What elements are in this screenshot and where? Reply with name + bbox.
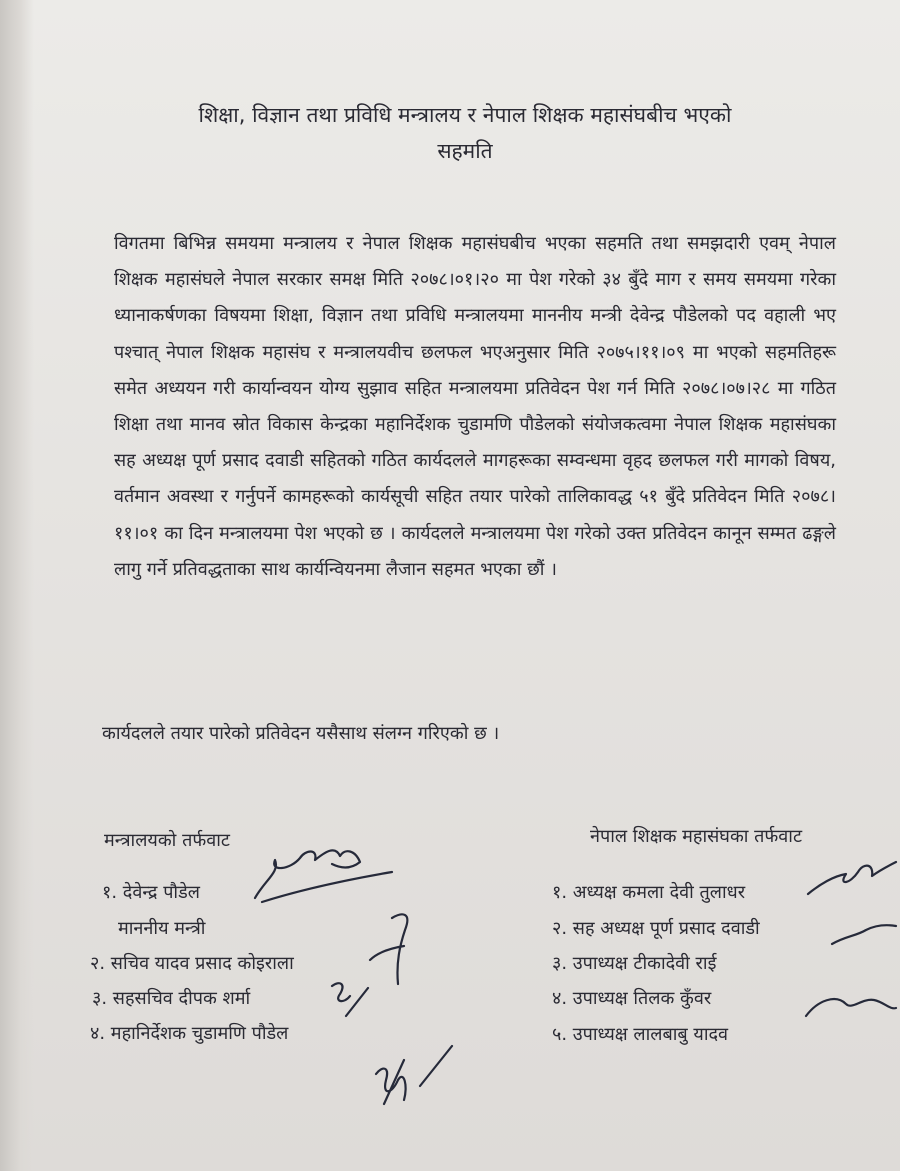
ministry-signatory-4: ४. महानिर्देशक चुडामणि पौडेल bbox=[90, 1023, 289, 1044]
federation-signatory-5: ५. उपाध्यक्ष लालबाबु यादव bbox=[552, 1024, 729, 1045]
attachment-note: कार्यदलले तयार पारेको प्रतिवेदन यसैसाथ संलग्न गरिएको छ । bbox=[102, 723, 500, 744]
ministry-side-heading: मन्त्रालयको तर्फवाट bbox=[104, 830, 230, 851]
ministry-signatory-2: २. सचिव यादव प्रसाद कोइराला bbox=[90, 953, 294, 974]
signature-president bbox=[808, 862, 896, 894]
ministry-signatory-3: ३. सहसचिव दीपक शर्मा bbox=[92, 988, 251, 1009]
document-title-line-2: सहमति bbox=[437, 139, 493, 163]
signature-vice-president-tilak bbox=[806, 999, 896, 1016]
ministry-signatory-1-title: माननीय मन्त्री bbox=[118, 918, 206, 939]
signature-vice-president bbox=[832, 925, 896, 944]
signature-joint-secretary bbox=[332, 983, 368, 1016]
signature-minister bbox=[255, 850, 392, 902]
federation-signatory-2: २. सह अध्यक्ष पूर्ण प्रसाद दवाडी bbox=[552, 918, 760, 939]
federation-signatory-1: १. अध्यक्ष कमला देवी तुलाधर bbox=[552, 882, 746, 903]
federation-side-heading: नेपाल शिक्षक महासंघका तर्फवाट bbox=[590, 826, 803, 847]
signature-director-general bbox=[376, 1046, 452, 1104]
agreement-body-paragraph: विगतमा बिभिन्न समयमा मन्त्रालय र नेपाल शिक्षक महासंघबीच भएका सहमति तथा समझदारी एवम् नेपाल शिक्षक महासंघले नेपाल सरकार समक्ष मिति २०७८।०१।२० मा पेश गरेको ३४ बुँदे माग र समय समयमा गरेका ध्यानाकर्षणका विषयमा शिक्षा, विज्ञान तथा प्रविधि मन्त्रालयमा माननीय मन्त्री देवेन्द्र पौडेलको पद वहाली भए पश्चात् नेपाल शिक्षक महासंघ र मन्त्रालयवीच छलफल भएअनुसार मिति २०७५।११।०९ मा भएको सहमतिहरू समेत अध्ययन गरी कार्यान्वयन योग्य सुझाव सहित मन्त्रालयमा प्रतिवेदन पेश गर्न मिति २०७८।०७।२८ मा गठित शिक्षा तथा मानव स्रोत विकास केन्द्रका महानिर्देशक चुडामणि पौडेलको संयोजकत्वमा नेपाल शिक्षक महासंघका सह अध्यक्ष पूर्ण प्रसाद दवाडी सहितको गठित कार्यदलले मागहरूका सम्वन्धमा वृहद छलफल गरी मागको विषय, वर्तमान अवस्था र गर्नुपर्ने कामहरूको कार्यसूची सहित तयार पारेको तालिकावद्ध ५१ बुँदे प्रतिवेदन मिति २०७८।११।०१ का दिन मन्त्रालयमा पेश भएको छ । कार्यदलले मन्त्रालयमा पेश गरेको उक्त प्रतिवेदन कानून सम्मत ढङ्गले लागु गर्ने प्रतिवद्धताका साथ कार्यन्वियनमा लैजान सहमत भएका छौं । bbox=[114, 233, 836, 580]
ministry-signatory-1: १. देवेन्द्र पौडेल bbox=[102, 882, 200, 903]
federation-signatory-4: ४. उपाध्यक्ष तिलक कुँवर bbox=[552, 988, 712, 1009]
document-title-line-1: शिक्षा, विज्ञान तथा प्रविधि मन्त्रालय र नेपाल शिक्षक महासंघबीच भएको bbox=[198, 103, 732, 127]
signature-secretary bbox=[370, 914, 407, 984]
federation-signatory-3: ३. उपाध्यक्ष टीकादेवी राई bbox=[552, 953, 717, 974]
